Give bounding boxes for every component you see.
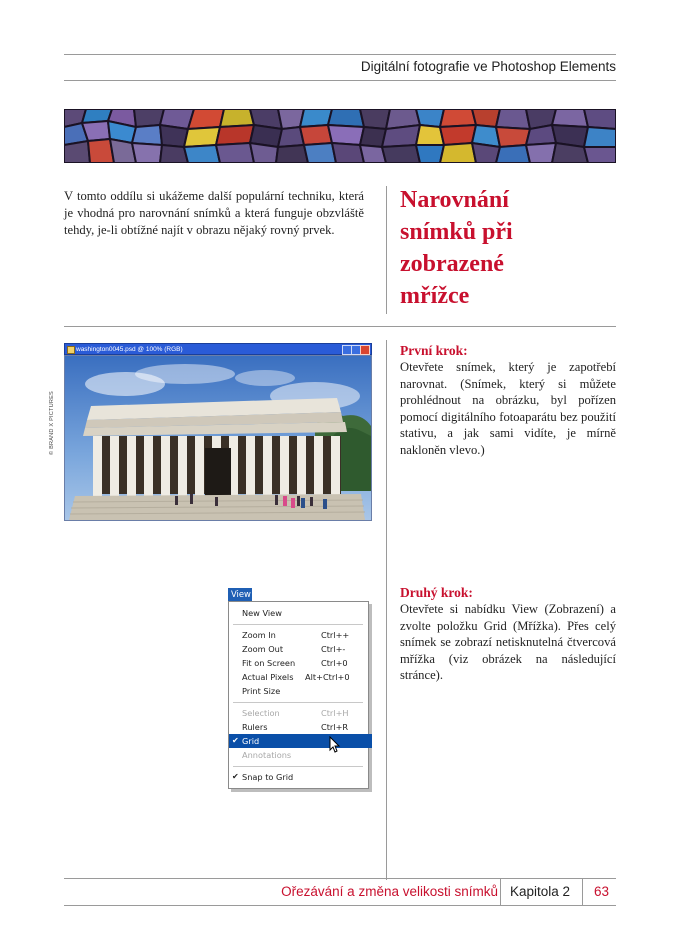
- view-menu-dropdown: [228, 601, 369, 789]
- section-title-line: Narovnání: [400, 187, 509, 213]
- banner-image: [64, 109, 616, 163]
- checkmark-icon: ✔: [232, 772, 239, 781]
- menu-item-actual-pixels[interactable]: [229, 670, 372, 684]
- menu-item-shortcut: Alt+Ctrl+0: [305, 672, 350, 682]
- section-rule: [64, 326, 616, 327]
- footer-divider: [500, 878, 501, 905]
- menu-item-label: Annotations: [242, 750, 292, 760]
- checkmark-icon: ✔: [232, 736, 239, 745]
- menu-item-label: Selection: [242, 708, 280, 718]
- menu-item-shortcut: Ctrl+0: [321, 658, 348, 668]
- document-icon: [67, 346, 75, 354]
- running-header-title: Digitální fotografie ve Photoshop Elements: [360, 59, 616, 74]
- lincoln-memorial-photo: [65, 356, 371, 520]
- section-title-line: snímků při: [400, 219, 513, 245]
- close-icon[interactable]: [360, 345, 370, 355]
- menu-item-fit-on-screen[interactable]: [229, 656, 372, 670]
- window-title: washington0045.psd @ 100% (RGB): [76, 346, 183, 353]
- menu-item-selection[interactable]: [229, 706, 372, 720]
- section-title-line: zobrazené: [400, 251, 504, 277]
- intro-paragraph: V tomto oddílu si ukážeme další populární techniku, která je vhodná pro narovnání snímků a která funguje obzvláště tehdy, je-li obtížné najít v obrazu nějaký rovný prvek.: [64, 189, 364, 237]
- body-divider-rule: [386, 340, 387, 880]
- menu-item-zoom-out[interactable]: [229, 642, 372, 656]
- view-menu-screenshot: [228, 588, 371, 791]
- header-bottom-rule: [64, 80, 616, 81]
- menu-item-label: Grid: [242, 736, 260, 746]
- window-title-bar: [64, 343, 372, 355]
- menu-item-label: Fit on Screen: [242, 658, 296, 668]
- menu-item-label: Print Size: [242, 686, 281, 696]
- header-top-rule: [64, 54, 616, 55]
- footer-divider: [582, 878, 583, 905]
- step-1-text: Otevřete snímek, který je zapotřebí narovnat. (Snímek, který si můžete prohlédnout na obrázku, byl pořízen pomocí digitálního fotoaparátu bez použití stativu, a jak sami vidíte, je mírně nakloněn vlevo.): [400, 360, 616, 457]
- menu-item-label: Rulers: [242, 722, 268, 732]
- section-title-line: mřížce: [400, 283, 470, 309]
- menu-separator: [233, 624, 363, 625]
- step-2-text: Otevřete si nabídku View (Zobrazení) a zvolte položku Grid (Mřížka). Přes celý snímek se zobrazí netisknutelná čtvercová mřížka (viz obrázek na následující stránce).: [400, 602, 616, 682]
- menu-item-grid[interactable]: [229, 734, 372, 748]
- menu-item-label: Zoom In: [242, 630, 276, 640]
- footer-rule: [64, 878, 616, 879]
- view-menu-title: View: [231, 589, 251, 599]
- menu-item-snap-to-grid[interactable]: [229, 770, 372, 784]
- footer-bottom-rule: [64, 905, 616, 906]
- document-canvas: [64, 355, 372, 521]
- menu-separator: [233, 766, 363, 767]
- menu-item-shortcut: Ctrl++: [321, 630, 350, 640]
- photo-credit: © BRAND X PICTURES: [49, 391, 55, 455]
- section-title: [400, 184, 600, 312]
- menu-item-label: New View: [242, 608, 282, 618]
- menu-item-zoom-in[interactable]: [229, 628, 372, 642]
- menu-item-label: Zoom Out: [242, 644, 284, 654]
- menu-item-rulers[interactable]: [229, 720, 372, 734]
- photoshop-document-window: [64, 343, 372, 521]
- menu-item-new-view[interactable]: [229, 606, 372, 620]
- menu-item-label: Actual Pixels: [242, 672, 294, 682]
- menu-item-shortcut: Ctrl+H: [321, 708, 349, 718]
- menu-item-shortcut: Ctrl+-: [321, 644, 346, 654]
- menu-separator: [233, 702, 363, 703]
- step-1-heading: První krok:: [400, 343, 468, 358]
- menu-item-label: Snap to Grid: [242, 772, 294, 782]
- title-divider-rule: [386, 186, 387, 314]
- footer-chapter-label: Kapitola 2: [510, 884, 571, 899]
- menu-item-shortcut: Ctrl+R: [321, 722, 349, 732]
- step-2-heading: Druhý krok:: [400, 585, 473, 600]
- stained-glass-banner: [64, 109, 616, 163]
- menu-bar-title[interactable]: [228, 588, 252, 601]
- page-number: 63: [594, 884, 610, 899]
- menu-item-annotations[interactable]: [229, 748, 372, 762]
- menu-item-print-size[interactable]: [229, 684, 372, 698]
- footer-chapter-title: Ořezávání a změna velikosti snímků: [281, 884, 498, 899]
